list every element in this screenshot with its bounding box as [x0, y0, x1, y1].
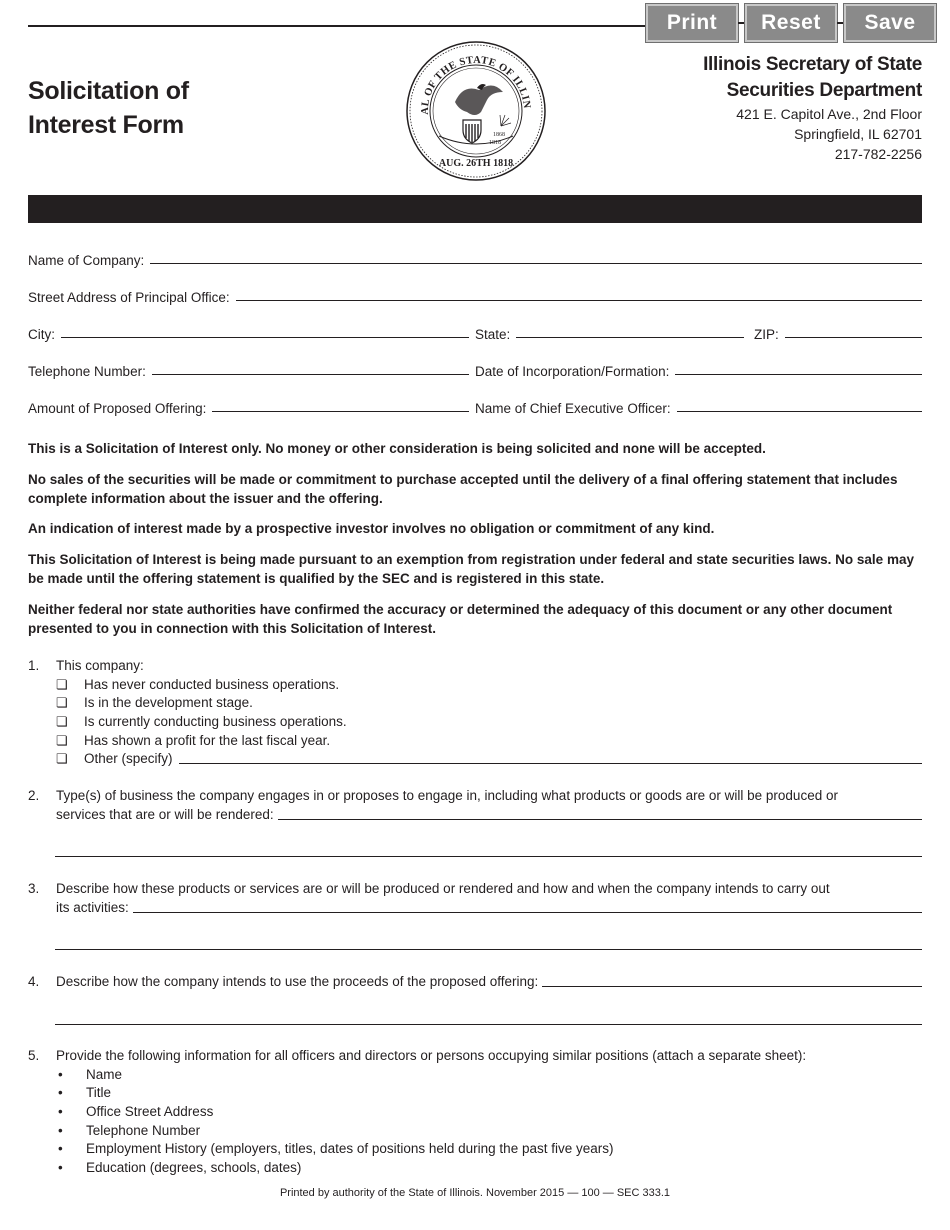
svg-text:AUG. 26TH 1818: AUG. 26TH 1818 [438, 158, 514, 169]
date-incorporation-field [475, 364, 922, 379]
question-3-text: Describe how these products or services are or will be produced or rendered and how and when the company intends to carry out [56, 881, 830, 896]
zip-field [754, 327, 922, 342]
ceo-name-input[interactable] [677, 410, 922, 412]
question-number: 5. [28, 1048, 40, 1063]
svg-text:SEAL OF THE STATE OF ILLINOIS: AL OF THE STATE OF ILLIN [419, 54, 533, 115]
question-2-input[interactable] [278, 819, 922, 820]
question-number: 1. [28, 658, 40, 673]
header-rule [28, 25, 648, 27]
agency-address-line2: Springfield, IL 62701 [794, 126, 922, 142]
list-item-text: Education (degrees, schools, dates) [86, 1160, 302, 1175]
list-item-text: Title [86, 1085, 112, 1100]
agency-name: Illinois Secretary of State [703, 54, 922, 75]
button-connector [738, 22, 745, 24]
checkbox-icon[interactable]: ❏ [56, 751, 68, 766]
question-2-answer-row [56, 805, 922, 824]
question-number: 4. [28, 974, 40, 989]
amount-offering-field [28, 401, 469, 416]
date-incorporation-label: Date of Incorporation/Formation: [475, 364, 670, 379]
telephone-field [28, 364, 469, 379]
bullet-icon: • [58, 1160, 63, 1175]
save-button[interactable]: Save [844, 4, 936, 42]
ceo-name-field [475, 401, 922, 416]
city-field [28, 327, 469, 342]
list-item-text: Telephone Number [86, 1123, 201, 1138]
question-3-input[interactable] [133, 912, 922, 913]
option-label: Has shown a profit for the last fiscal year. [84, 733, 331, 748]
state-field [475, 327, 744, 342]
bullet-icon: • [58, 1085, 63, 1100]
svg-text:1818: 1818 [489, 140, 501, 146]
bullet-icon: • [58, 1104, 63, 1119]
agency-phone: 217-782-2256 [834, 146, 922, 162]
zip-label: ZIP: [754, 327, 779, 342]
question-2-text: Type(s) of business the company engages in or proposes to engage in, including what products or goods are or will be produced or [56, 788, 838, 803]
company-name-input[interactable] [150, 262, 922, 264]
list-item-text: Office Street Address [86, 1104, 214, 1119]
city-input[interactable] [61, 336, 469, 338]
list-item-text: Name [86, 1067, 123, 1082]
street-address-label: Street Address of Principal Office: [28, 290, 230, 305]
question-1 [28, 656, 922, 776]
question-3-input-line[interactable] [55, 949, 922, 950]
city-label: City: [28, 327, 55, 342]
agency-department: Securities Department [726, 80, 922, 101]
checkbox-icon[interactable]: ❏ [56, 733, 68, 748]
list-item-text: Employment History (employers, titles, dates of positions held during the past five years) [86, 1141, 614, 1156]
reset-button[interactable]: Reset [745, 4, 837, 42]
notice-paragraph: Neither federal nor state authorities have confirmed the accuracy or determined the adequacy of this document or any other document presented to you in connection with this Solicitation of Interest. [28, 602, 893, 636]
question-4-text: Describe how the company intends to use the proceeds of the proposed offering: [56, 974, 539, 989]
print-button[interactable]: Print [646, 4, 738, 42]
street-address-input[interactable] [236, 299, 922, 301]
option-label: Other (specify) [84, 751, 173, 766]
state-seal-icon [405, 40, 547, 182]
checkbox-icon[interactable]: ❏ [56, 714, 68, 729]
question-4 [28, 972, 922, 997]
option-label: Is in the development stage. [84, 695, 253, 710]
question-4-answer-row [56, 972, 922, 991]
form-title-line2: Interest Form [28, 111, 184, 139]
telephone-input[interactable] [152, 373, 469, 375]
list-item [56, 1121, 922, 1140]
question-1-text: This company: [56, 658, 144, 673]
list-item [56, 1083, 922, 1102]
option-label: Is currently conducting business operations. [84, 714, 347, 729]
list-item [56, 1065, 922, 1084]
footer-print-authority: Printed by authority of the State of Illinois. November 2015 — 100 — SEC 333.1 [279, 1187, 671, 1199]
telephone-label: Telephone Number: [28, 364, 146, 379]
checkbox-icon[interactable]: ❏ [56, 677, 68, 692]
list-item [56, 1139, 922, 1158]
street-address-field [28, 290, 922, 305]
option-row [56, 693, 922, 712]
question-number: 3. [28, 881, 40, 896]
company-name-label: Name of Company: [28, 253, 145, 268]
form-title [28, 74, 189, 142]
notice-paragraph: This is a Solicitation of Interest only. No money or other consideration is being solicited and none will be accepted. [28, 441, 766, 456]
zip-input[interactable] [785, 336, 922, 338]
state-label: State: [475, 327, 511, 342]
option-row [56, 731, 922, 750]
question-5-text: Provide the following information for all officers and directors or persons occupying similar positions (attach a separate sheet): [56, 1048, 807, 1063]
amount-offering-label: Amount of Proposed Offering: [28, 401, 207, 416]
notice-paragraph: An indication of interest made by a prospective investor involves no obligation or commitment of any kind. [28, 521, 715, 536]
question-5 [28, 1046, 922, 1181]
other-specify-input[interactable] [179, 763, 922, 764]
action-buttons [646, 4, 936, 42]
list-item [56, 1102, 922, 1121]
state-input[interactable] [516, 336, 744, 338]
notice-paragraph: No sales of the securities will be made or commitment to purchase accepted until the delivery of a final offering statement that includes complete information about the issuer and the offering. [28, 472, 898, 506]
question-3-answer-row [56, 898, 922, 917]
button-connector [837, 22, 844, 24]
question-2 [28, 786, 922, 861]
section-divider-bar [28, 195, 922, 223]
svg-text:1868: 1868 [493, 132, 505, 138]
bullet-icon: • [58, 1123, 63, 1138]
amount-offering-input[interactable] [212, 410, 469, 412]
option-label: Has never conducted business operations. [84, 677, 340, 692]
question-2-text-cont: services that are or will be rendered: [56, 807, 274, 822]
company-name-field [28, 253, 922, 268]
question-number: 2. [28, 788, 40, 803]
agency-address-line1: 421 E. Capitol Ave., 2nd Floor [736, 106, 922, 122]
option-row [56, 749, 922, 768]
list-item [56, 1158, 922, 1177]
ceo-name-label: Name of Chief Executive Officer: [475, 401, 671, 416]
bullet-icon: • [58, 1141, 63, 1156]
question-3-text-cont: its activities: [56, 900, 129, 915]
date-incorporation-input[interactable] [675, 373, 922, 375]
question-4-input[interactable] [542, 986, 922, 987]
option-row [56, 675, 922, 694]
option-row [56, 712, 922, 731]
checkbox-icon[interactable]: ❏ [56, 695, 68, 710]
question-4-input-line[interactable] [55, 1024, 922, 1025]
notice-paragraph: This Solicitation of Interest is being made pursuant to an exemption from registration under federal and state securities laws. No sale may be made until the offering statement is qualified by the SEC and is registered in this state. [28, 552, 914, 586]
agency-contact [703, 52, 922, 164]
form-title-line1: Solicitation of [28, 77, 189, 105]
question-3 [28, 879, 922, 954]
question-2-input-line[interactable] [55, 856, 922, 857]
bullet-icon: • [58, 1067, 63, 1082]
